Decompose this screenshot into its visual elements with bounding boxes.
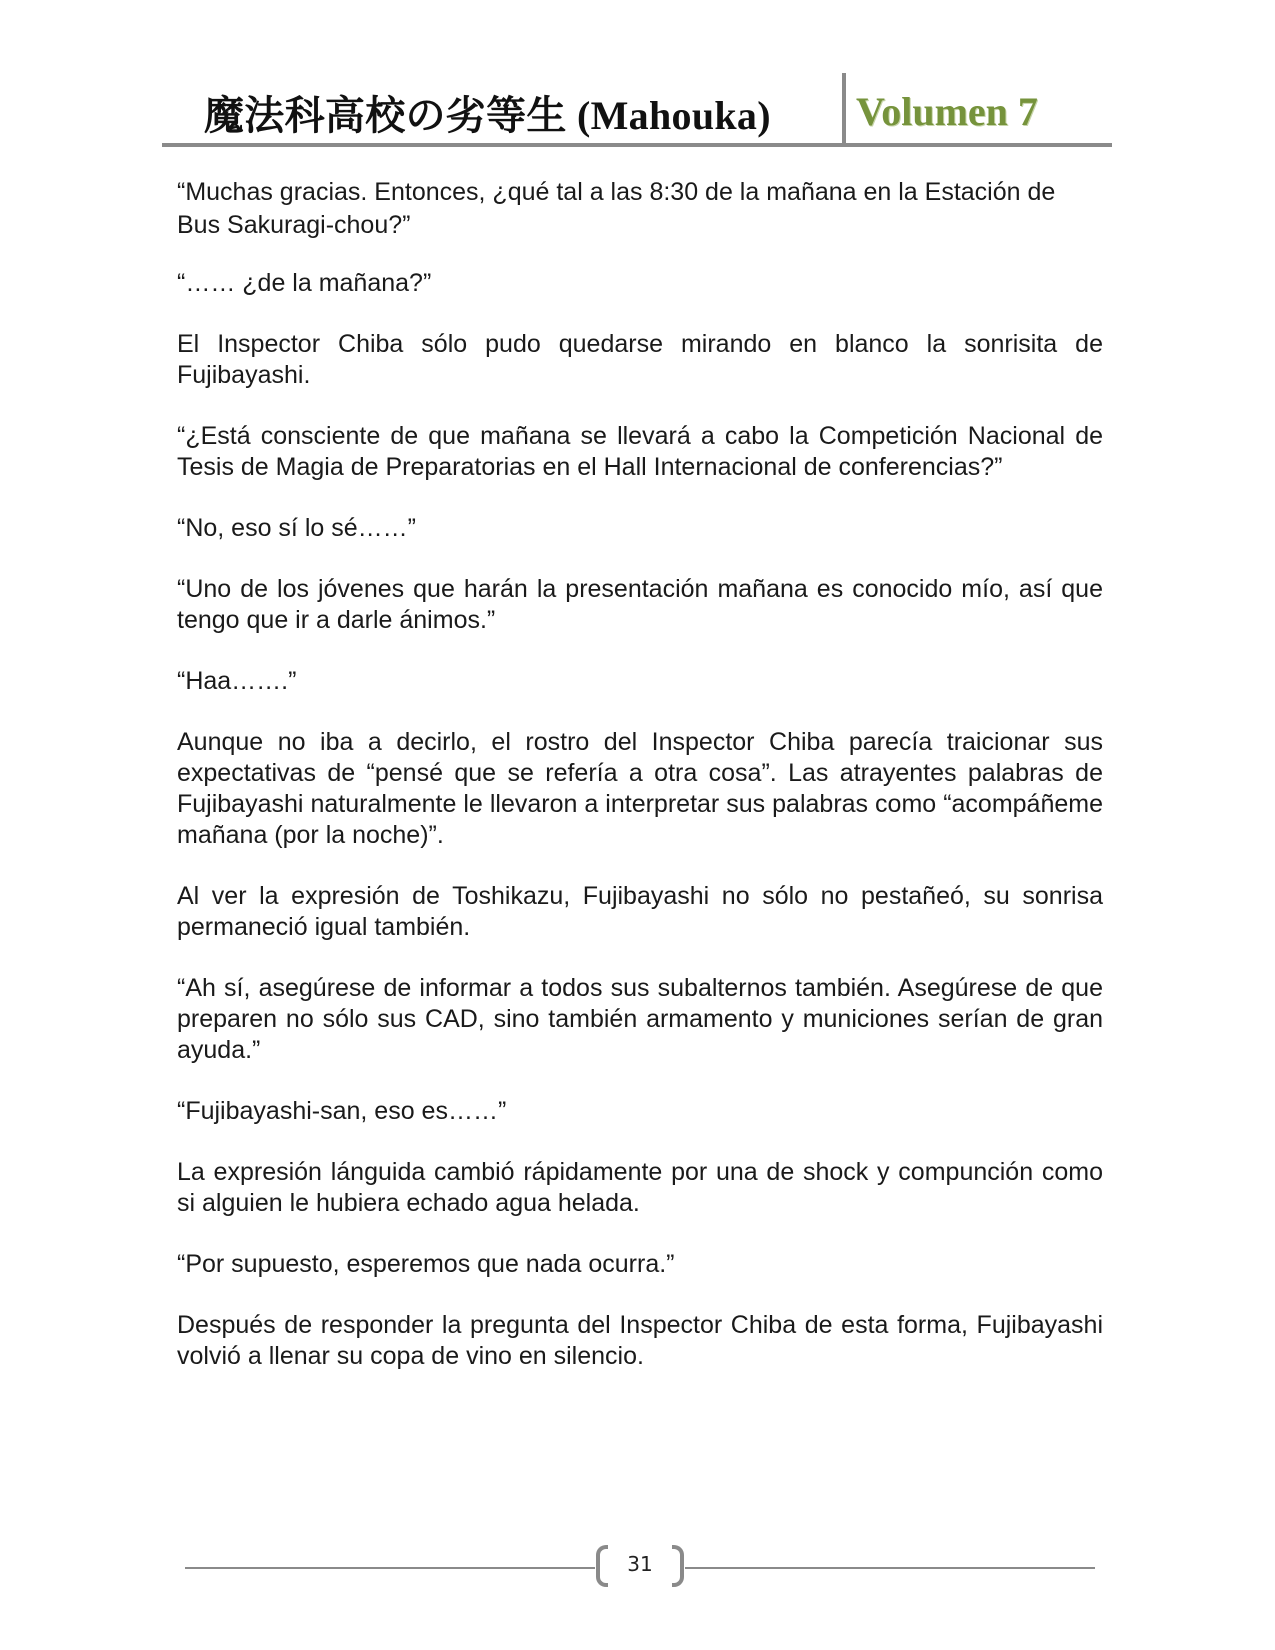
paragraph: Después de responder la pregunta del Inspector Chiba de esta forma, Fujibayashi volvió a llenar su copa de vino en silencio. [177, 1311, 1103, 1370]
paragraph: “Muchas gracias. Entonces, ¿qué tal a las 8:30 de la mañana en la Estación de Bus Sakuragi-chou?” [177, 178, 1056, 239]
paragraph: “¿Está consciente de que mañana se llevará a cabo la Competición Nacional de Tesis de Magia de Preparatorias en el Hall Internacional de conferencias?” [177, 422, 1103, 481]
paragraph: “Uno de los jóvenes que harán la presentación mañana es conocido mío, así que tengo que ir a darle ánimos.” [177, 575, 1103, 634]
left-bracket-icon [596, 1545, 608, 1587]
paragraph: “Haa…….” [177, 667, 297, 695]
paragraph: “…… ¿de la mañana?” [177, 269, 432, 297]
footer-rule-right [685, 1567, 1095, 1569]
page-body [177, 176, 1103, 1402]
page-footer [185, 1545, 1095, 1591]
header-divider [842, 73, 846, 145]
page-number: 31 [627, 1552, 653, 1576]
paragraph: La expresión lánguida cambió rápidamente por una de shock y compunción como si alguien le hubiera echado agua helada. [177, 1158, 1103, 1217]
paragraph: “Ah sí, asegúrese de informar a todos sus subalternos también. Asegúrese de que preparen no sólo sus CAD, sino también armamento y municiones serían de gran ayuda.” [177, 974, 1103, 1064]
page-header [162, 70, 1112, 148]
header-rule [162, 143, 1112, 147]
paragraph: Al ver la expresión de Toshikazu, Fujibayashi no sólo no pestañeó, su sonrisa permaneció igual también. [177, 882, 1103, 941]
paragraph: “Por supuesto, esperemos que nada ocurra.” [177, 1250, 675, 1278]
paragraph: El Inspector Chiba sólo pudo quedarse mirando en blanco la sonrisita de Fujibayashi. [177, 330, 1103, 389]
right-bracket-icon [672, 1545, 684, 1587]
volume-label: Volumen 7 [856, 89, 1038, 134]
paragraph: “Fujibayashi-san, eso es……” [177, 1097, 507, 1125]
paragraph: Aunque no iba a decirlo, el rostro del Inspector Chiba parecía traicionar sus expectativas de “pensé que se refería a otra cosa”. Las atrayentes palabras de Fujibayashi naturalmente le llevaron a interpretar sus palabras como “acompáñeme mañana (por la noche)”. [177, 728, 1103, 849]
paragraph: “No, eso sí lo sé……” [177, 514, 416, 542]
book-title: 魔法科高校の劣等生 (Mahouka) [204, 93, 771, 138]
footer-rule-left [185, 1567, 595, 1569]
